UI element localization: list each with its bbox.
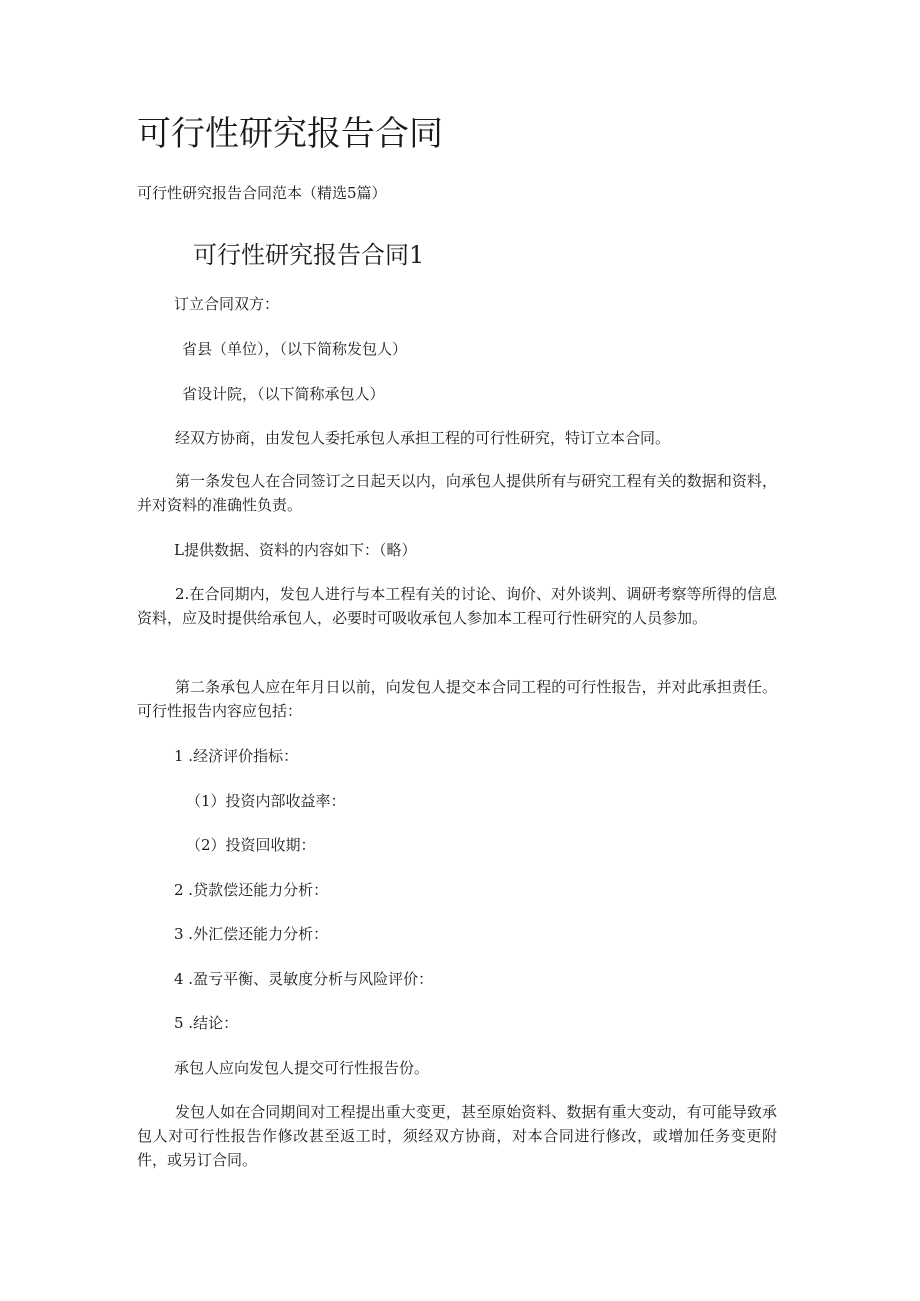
- article-1: 第一条发包人在合同签订之日起天以内，向承包人提供所有与研究工程有关的数据和资料，并对资料的准确性负责。: [137, 472, 777, 514]
- copies-paragraph: 承包人应向发包人提交可行性报告份。: [174, 1059, 430, 1077]
- parties-intro: 订立合同双方：: [174, 295, 280, 313]
- party-a: 省县（单位），（以下简称发包人）: [182, 340, 408, 358]
- list-item-1-sub-2: （2）投资回收期：: [186, 836, 316, 854]
- list-item-2: 2 .贷款偿还能力分析：: [174, 881, 329, 899]
- list-item-4: 4 .盈亏平衡、灵敏度分析与风险评价：: [174, 970, 434, 988]
- article-1-item-2: 2.在合同期内，发包人进行与本工程有关的讨论、询价、对外谈判、调研考察等所得的信息资料，应及时提供给承包人，必要时可吸收承包人参加本工程可行性研究的人员参加。: [137, 585, 777, 627]
- article-1-item-1: L提供数据、资料的内容如下：（略）: [174, 541, 417, 559]
- document-subtitle: 可行性研究报告合同范本（精选5篇）: [137, 184, 387, 202]
- agreement-paragraph: 经双方协商，由发包人委托承包人承担工程的可行性研究，特订立本合同。: [175, 429, 671, 447]
- list-item-1: 1 .经济评价指标：: [174, 747, 299, 765]
- changes-paragraph: 发包人如在合同期间对工程提出重大变更，甚至原始资料、数据有重大变动，有可能导致承包人对可行性报告作修改甚至返工时，须经双方协商，对本合同进行修改，或增加任务变更附件，或另订合同。: [137, 1103, 777, 1169]
- document-title: 可行性研究报告合同: [137, 114, 443, 154]
- list-item-3: 3 .外汇偿还能力分析：: [174, 925, 329, 943]
- article-2: 第二条承包人应在年月日以前，向发包人提交本合同工程的可行性报告，并对此承担责任。可行性报告内容应包括：: [137, 678, 777, 720]
- section-heading: 可行性研究报告合同1: [193, 241, 425, 269]
- party-b: 省设计院，（以下简称承包人）: [182, 385, 385, 403]
- list-item-5: 5 .结论：: [174, 1014, 239, 1032]
- list-item-1-sub-1: （1）投资内部收益率：: [186, 792, 346, 810]
